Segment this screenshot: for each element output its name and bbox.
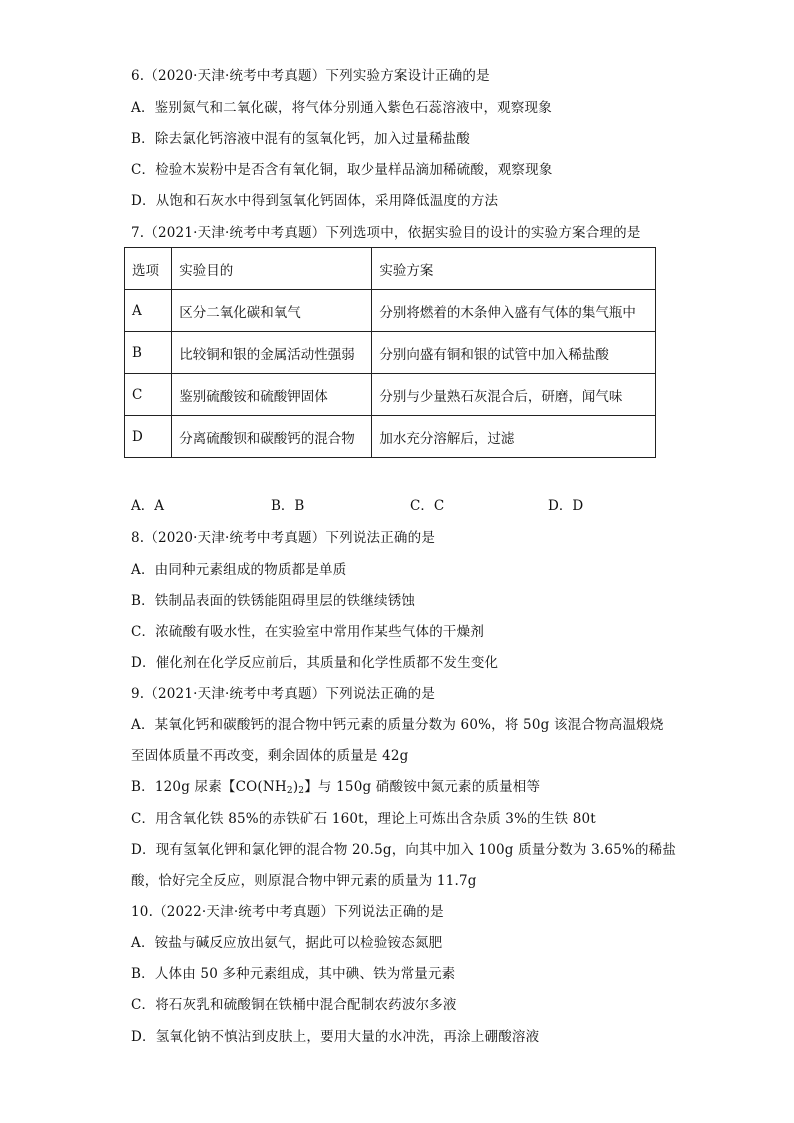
table-row bbox=[125, 332, 656, 374]
question-9-option-c: C．用含氧化铁 85%的赤铁矿石 160t，理论上可炼出含杂质 3%的生铁 80t bbox=[131, 811, 596, 827]
option-b-text-end: 】与 150g 硝酸铵中氮元素的质量相等 bbox=[304, 779, 541, 795]
table-row bbox=[125, 374, 656, 416]
question-10-option-b: B．人体由 50 多种元素组成，其中碘、铁为常量元素 bbox=[131, 966, 456, 982]
table-cell: D bbox=[125, 416, 172, 458]
question-6-option-a: A．鉴别氮气和二氧化碳，将气体分别通入紫色石蕊溶液中，观察现象 bbox=[131, 100, 552, 116]
table-cell: A bbox=[125, 290, 172, 332]
subscript: 2 bbox=[286, 786, 293, 796]
question-8-option-b: B．铁制品表面的铁锈能阻碍里层的铁继续锈蚀 bbox=[131, 593, 416, 609]
question-7-title: 7.（2021·天津·统考中考真题）下列选项中，依据实验目的设计的实验方案合理的是 bbox=[131, 225, 641, 241]
experiment-table bbox=[124, 247, 656, 458]
question-10-option-a: A．铵盐与碱反应放出氨气，据此可以检验铵态氮肥 bbox=[131, 935, 443, 951]
table-cell: 比较铜和银的金属活动性强弱 bbox=[172, 332, 372, 374]
question-6-option-b: B．除去氯化钙溶液中混有的氢氧化钙，加入过量稀盐酸 bbox=[131, 131, 470, 147]
question-10-option-c: C．将石灰乳和硫酸铜在铁桶中混合配制农药波尔多液 bbox=[131, 997, 457, 1013]
header-plan: 实验方案 bbox=[372, 248, 656, 290]
question-10-option-d: D．氢氧化钠不慎沾到皮肤上，要用大量的水冲洗，再涂上硼酸溶液 bbox=[131, 1029, 540, 1045]
table-cell: 加水充分溶解后，过滤 bbox=[372, 416, 656, 458]
question-7-choice-b: B．B bbox=[271, 498, 305, 514]
table-cell: 分离硫酸钡和碳酸钙的混合物 bbox=[172, 416, 372, 458]
question-9-option-a-line1: A．某氧化钙和碳酸钙的混合物中钙元素的质量分数为 60%，将 50g 该混合物高温煅烧 bbox=[131, 717, 664, 733]
question-7-choice-d: D．D bbox=[548, 498, 584, 514]
table-cell: 区分二氧化碳和氧气 bbox=[172, 290, 372, 332]
subscript: 2 bbox=[298, 786, 305, 796]
question-6-option-d: D．从饱和石灰水中得到氢氧化钙固体，采用降低温度的方法 bbox=[131, 193, 499, 209]
question-9-option-b bbox=[131, 778, 540, 800]
question-6-option-c: C．检验木炭粉中是否含有氧化铜，取少量样品滴加稀硫酸，观察现象 bbox=[131, 162, 553, 178]
table-cell: C bbox=[125, 374, 172, 416]
question-7-choice-a: A．A bbox=[131, 498, 164, 514]
question-9-option-d-line2: 酸，恰好完全反应，则原混合物中钾元素的质量为 11.7g bbox=[131, 873, 477, 889]
table-cell: 分别与少量熟石灰混合后，研磨，闻气味 bbox=[372, 374, 656, 416]
header-option: 选项 bbox=[125, 248, 172, 290]
table-cell: 分别将燃着的木条伸入盛有气体的集气瓶中 bbox=[372, 290, 656, 332]
option-b-text-mid: ) bbox=[292, 779, 299, 795]
question-6-title: 6.（2020·天津·统考中考真题）下列实验方案设计正确的是 bbox=[131, 68, 490, 84]
table-cell: 分别向盛有铜和银的试管中加入稀盐酸 bbox=[372, 332, 656, 374]
question-8-option-a: A．由同种元素组成的物质都是单质 bbox=[131, 562, 347, 578]
question-9-title: 9.（2021·天津·统考中考真题）下列说法正确的是 bbox=[131, 686, 436, 702]
question-9-option-a-line2: 至固体质量不再改变，剩余固体的质量是 42g bbox=[131, 748, 409, 764]
table-cell: B bbox=[125, 332, 172, 374]
question-8-option-d: D．催化剂在化学反应前后，其质量和化学性质都不发生变化 bbox=[131, 655, 499, 671]
table-cell: 鉴别硫酸铵和硫酸钾固体 bbox=[172, 374, 372, 416]
question-10-title: 10.（2022·天津·统考中考真题）下列说法正确的是 bbox=[131, 904, 444, 920]
option-b-text-start: B．120g 尿素【CO(NH bbox=[131, 779, 287, 795]
table-header-row bbox=[125, 248, 656, 290]
table-row bbox=[125, 416, 656, 458]
question-9-option-d-line1: D．现有氢氧化钾和氯化钾的混合物 20.5g，向其中加入 100g 质量分数为 3.65%的稀盐 bbox=[131, 842, 677, 858]
question-7-choice-c: C．C bbox=[410, 498, 445, 514]
header-purpose: 实验目的 bbox=[172, 248, 372, 290]
question-8-option-c: C．浓硫酸有吸水性，在实验室中常用作某些气体的干燥剂 bbox=[131, 624, 485, 640]
question-8-title: 8.（2020·天津·统考中考真题）下列说法正确的是 bbox=[131, 530, 436, 546]
table-row bbox=[125, 290, 656, 332]
